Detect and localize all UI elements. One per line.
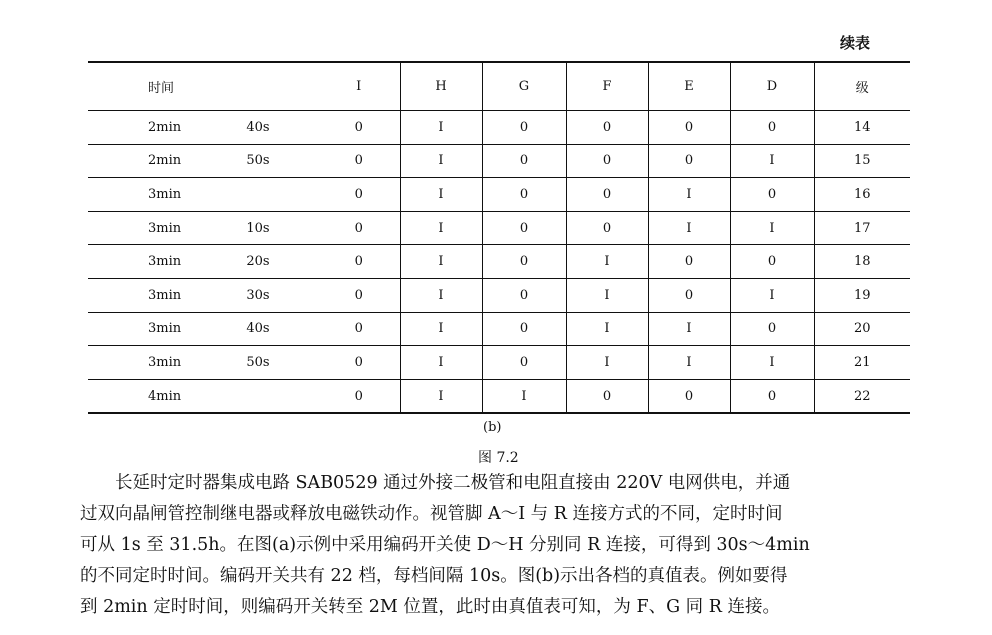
- table-row: [88, 111, 910, 145]
- table-cell: 0: [354, 186, 363, 202]
- table-cell: 0: [354, 254, 363, 270]
- table-cell: I: [730, 211, 814, 245]
- table-cell: I: [566, 312, 648, 346]
- table-cell: I: [400, 379, 482, 413]
- table-row: [88, 211, 910, 245]
- table-cell: 0: [354, 220, 363, 236]
- table-cell: 20: [814, 312, 910, 346]
- table-cell: I: [566, 278, 648, 312]
- table-cell: 0: [566, 379, 648, 413]
- table-cell: I: [400, 111, 482, 145]
- table-cell: [198, 178, 318, 212]
- table-cell: I: [730, 346, 814, 380]
- table-cell: 0: [648, 278, 730, 312]
- table-cell: 0: [730, 312, 814, 346]
- table-cell: 0: [566, 178, 648, 212]
- table-cell: 18: [814, 245, 910, 279]
- table-cell: 0: [730, 111, 814, 145]
- table-cell: 4min: [148, 388, 182, 404]
- body-paragraph: [80, 468, 920, 623]
- table-cell: 17: [814, 211, 910, 245]
- table-header-row: [88, 62, 910, 111]
- table-cell: 16: [814, 178, 910, 212]
- table-cell: I: [648, 312, 730, 346]
- table-cell: 40s: [246, 119, 270, 135]
- table-cell: I: [730, 144, 814, 178]
- figure-caption: 图 7.2: [478, 450, 519, 466]
- table-cell: 10s: [246, 220, 270, 236]
- table-cell: 50s: [246, 153, 270, 169]
- table-cell: 0: [482, 312, 566, 346]
- table-cell: 0: [354, 119, 363, 135]
- table-cell: 0: [648, 379, 730, 413]
- paragraph-line: 过双向晶闸管控制继电器或释放电磁铁动作。视管脚 A～I 与 R 连接方式的不同，定时时间: [80, 504, 783, 524]
- column-header: D: [730, 62, 814, 111]
- subfigure-caption: (b): [483, 420, 502, 435]
- paragraph-line: 的不同定时时间。编码开关共有 22 档，每档间隔 10s。图(b)示出各档的真值表。例如要得: [80, 566, 788, 586]
- paragraph-line: 到 2min 定时时间，则编码开关转至 2M 位置，此时由真值表可知，为 F、G 同 R 连接。: [80, 597, 780, 617]
- table-cell: 0: [482, 211, 566, 245]
- column-header: E: [648, 62, 730, 111]
- table-cell: 0: [648, 111, 730, 145]
- table-row: [88, 144, 910, 178]
- table-cell: I: [566, 346, 648, 380]
- table-cell: I: [566, 245, 648, 279]
- column-header: 时间: [148, 81, 175, 96]
- table-cell: I: [648, 346, 730, 380]
- table-cell: 2min: [148, 153, 182, 169]
- table-cell: 50s: [246, 354, 270, 370]
- table-cell: 0: [482, 245, 566, 279]
- table-cell: 3min: [148, 321, 182, 337]
- table-row: [88, 245, 910, 279]
- table-row: [88, 178, 910, 212]
- table-cell: 0: [482, 178, 566, 212]
- table-cell: I: [648, 211, 730, 245]
- table-cell: 30s: [246, 287, 270, 303]
- table-row: [88, 278, 910, 312]
- table-cell: 0: [482, 278, 566, 312]
- table-cell: 0: [648, 144, 730, 178]
- column-header: I: [356, 79, 362, 94]
- table-cell: I: [400, 312, 482, 346]
- table-cell: 0: [648, 245, 730, 279]
- table-cell: [198, 379, 318, 413]
- column-header: 级: [814, 62, 910, 111]
- table-cell: 40s: [246, 321, 270, 337]
- table-cell: 0: [354, 321, 363, 337]
- column-header: H: [400, 62, 482, 111]
- table-cell: 0: [482, 144, 566, 178]
- table-cell: 22: [814, 379, 910, 413]
- table-cell: I: [400, 211, 482, 245]
- table-row: [88, 346, 910, 380]
- table-cell: 0: [354, 153, 363, 169]
- table-cell: 3min: [148, 287, 182, 303]
- table-cell: 3min: [148, 186, 182, 202]
- table-cell: 0: [354, 354, 363, 370]
- truth-table: [88, 61, 910, 414]
- table-cell: I: [400, 144, 482, 178]
- table-cell: 0: [566, 111, 648, 145]
- table-cell: 3min: [148, 354, 182, 370]
- table-cell: I: [482, 379, 566, 413]
- table-cell: I: [400, 245, 482, 279]
- table-cell: 20s: [246, 254, 270, 270]
- continued-table-label: 续表: [840, 34, 871, 52]
- table-cell: 14: [814, 111, 910, 145]
- table-cell: 0: [566, 144, 648, 178]
- table-cell: I: [400, 278, 482, 312]
- table-cell: I: [648, 178, 730, 212]
- paragraph-line: 可从 1s 至 31.5h。在图(a)示例中采用编码开关使 D～H 分别同 R 连接，可得到 30s～4min: [80, 535, 810, 555]
- table-cell: 0: [482, 111, 566, 145]
- table-cell: 3min: [148, 220, 182, 236]
- column-header: [198, 62, 318, 111]
- table-row: [88, 379, 910, 413]
- table-cell: 2min: [148, 119, 182, 135]
- table-cell: I: [730, 278, 814, 312]
- table-cell: 15: [814, 144, 910, 178]
- column-header: F: [566, 62, 648, 111]
- paragraph-line: 长延时定时器集成电路 SAB0529 通过外接二极管和电阻直接由 220V 电网供电，并通: [115, 473, 791, 493]
- table-cell: 0: [730, 245, 814, 279]
- table-cell: 0: [730, 178, 814, 212]
- table-row: [88, 312, 910, 346]
- table-cell: 0: [730, 379, 814, 413]
- table-cell: 19: [814, 278, 910, 312]
- table-cell: 0: [482, 346, 566, 380]
- table-cell: 0: [354, 388, 363, 404]
- table-cell: 0: [566, 211, 648, 245]
- table-cell: I: [400, 346, 482, 380]
- table-cell: 21: [814, 346, 910, 380]
- table-cell: 3min: [148, 254, 182, 270]
- table-cell: 0: [354, 287, 363, 303]
- table-cell: I: [400, 178, 482, 212]
- table-body: [88, 111, 910, 414]
- column-header: G: [482, 62, 566, 111]
